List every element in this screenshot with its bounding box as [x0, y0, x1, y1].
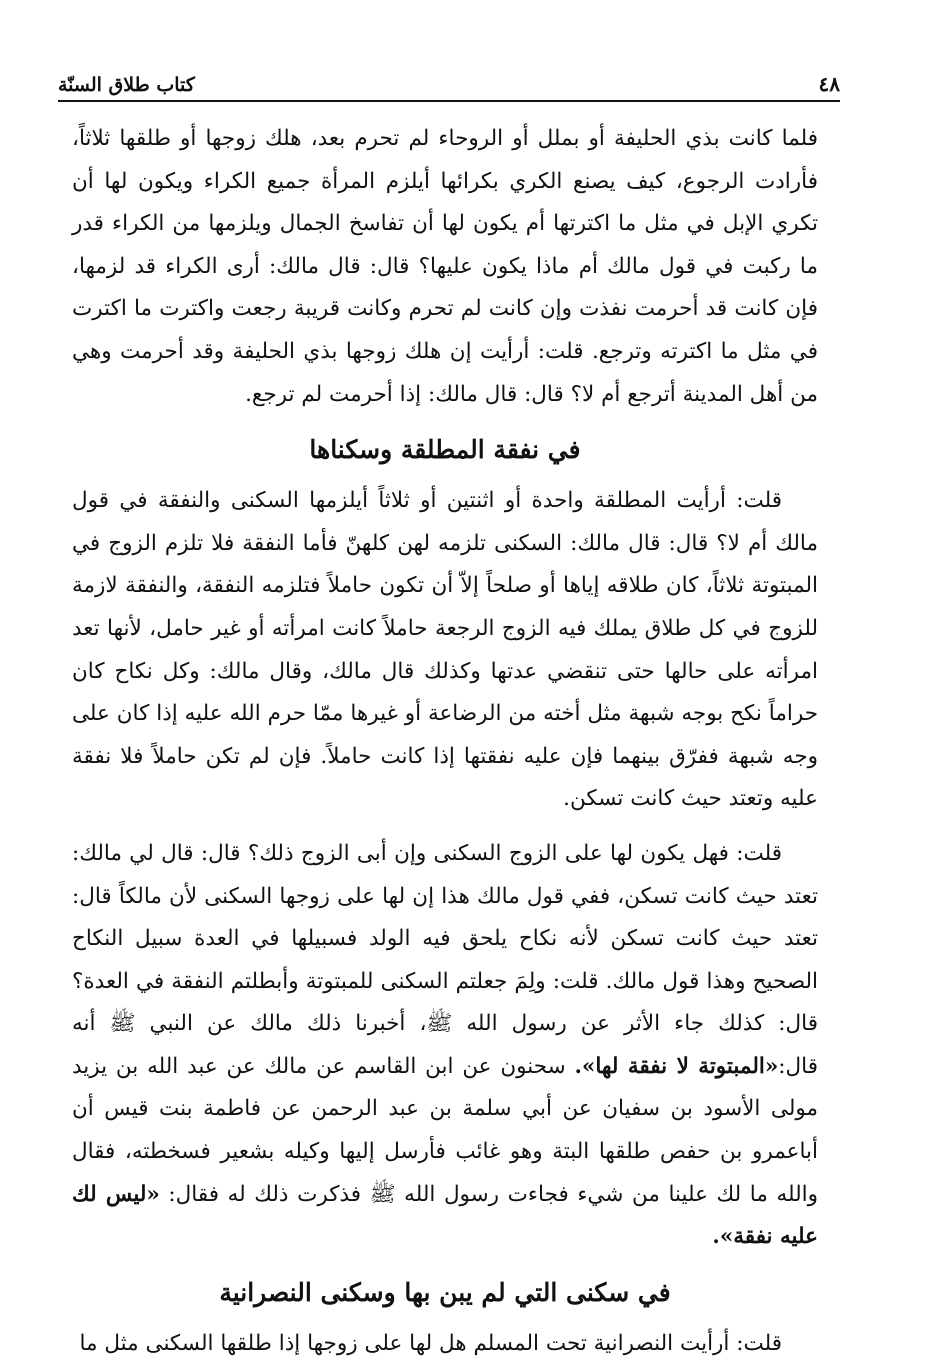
paragraph-text: سحنون عن ابن القاسم عن مالك عن عبد الله بن يزيد مولى الأسود بن سفيان عن أبي سلمة بن عبد الرحمن عن فاطمة بنت قيس أن أباعمرو بن حفص طلقها البتة وهو غائب فأرسل إليها وكيله بشعير فسخطته، فقال والله ما لك علينا من شيء فجاءت رسول الله ﷺ فذكرت ذلك له فقال:: [72, 1053, 819, 1207]
hadith-quote: «المبتوتة لا نفقة لها».: [574, 1053, 779, 1079]
paragraph-text: قلت: فهل يكون لها على الزوج السكنى وإن أبى الزوج ذلك؟ قال: قال لي مالك: تعتد حيث كانت تسكن، ففي قول مالك هذا إن لها على زوجها السكنى لأن مالكاً قال: تعتد حيث كانت تسكن لأنه نكاح يلحق فيه الولد فسبيلها في العدة سبيل النكاح الصحيح وهذا قول مالك. قلت: ولِمَ جعلتم السكنى للمبتوتة وأبطلتم النفقة في العدة؟ قال: كذلك جاء الأثر عن رسول الله ﷺ، أخبرنا ذلك مالك عن النبي ﷺ أنه قال:: [72, 840, 818, 1079]
page-header: [58, 62, 840, 102]
book-title: كتاب طلاق السنّة: [58, 74, 195, 96]
page-body: [72, 118, 818, 1365]
hadith-quote: «ليس لك عليه نفقة».: [72, 1181, 818, 1250]
paragraph: قلت: أرأيت النصرانية تحت المسلم هل لها على زوجها إذا طلقها السكنى مثل ما: [79, 1330, 782, 1356]
section-heading: في سكنى التي لم يبن بها وسكنى النصرانية: [219, 1277, 671, 1307]
page-number: ٤٨: [818, 72, 840, 96]
section-heading: في نفقة المطلقة وسكناها: [309, 435, 581, 465]
paragraph: فلما كانت بذي الحليفة أو بملل أو الروحاء لم تحرم بعد، هلك زوجها أو طلقها ثلاثاً، فأرادت الرجوع، كيف يصنع الكري بكرائها أيلزم المرأة جميع الكراء ويكون لها أن تكري الإبل في مثل ما اكترتها أم يكون لها أن تفاسخ الجمال ويلزمها من الكراء قدر ما ركبت في قول مالك أم ماذا يكون عليها؟ قال: قال مالك: أرى الكراء قد لزمها، فإن كانت قد أحرمت نفذت وإن كانت لم تحرم وكانت قريبة رجعت واكترت ما اكترت في مثل ما اكترته وترجع. قلت: أرأيت إن هلك زوجها بذي الحليفة وقد أحرمت وهي من أهل المدينة أترجع أم لا؟ قال: قال مالك: إذا أحرمت لم ترجع.: [72, 126, 818, 407]
paragraph: قلت: أرأيت المطلقة واحدة أو اثنتين أو ثلاثاً أيلزمها السكنى والنفقة في قول مالك أم لا؟ قال: قال مالك: السكنى تلزمه لهن كلهنّ فأما النفقة فلا تلزم الزوج في المبتوتة ثلاثاً، كان طلاقه إياها أو صلحاً إلاّ أن تكون حاملاً فتلزمه النفقة، والنفقة لازمة للزوج في كل طلاق يملك فيه الزوج الرجعة حاملاً كانت امرأته أو غير حامل، لأنها تعد امرأته على حالها حتى تنقضي عدتها وكذلك قال مالك، وقال مالك: وكل نكاح كان حراماً نكح بوجه شبهة مثل أخته من الرضاعة أو غيرها ممّا حرم الله عليه إذا كان على وجه شبهة ففرّق بينهما فإن عليه نفقتها إذا كانت حاملاً. فإن لم تكن حاملاً فلا نفقة عليه وتعتد حيث كانت تسكن.: [72, 488, 818, 812]
paragraph: [72, 833, 818, 1259]
